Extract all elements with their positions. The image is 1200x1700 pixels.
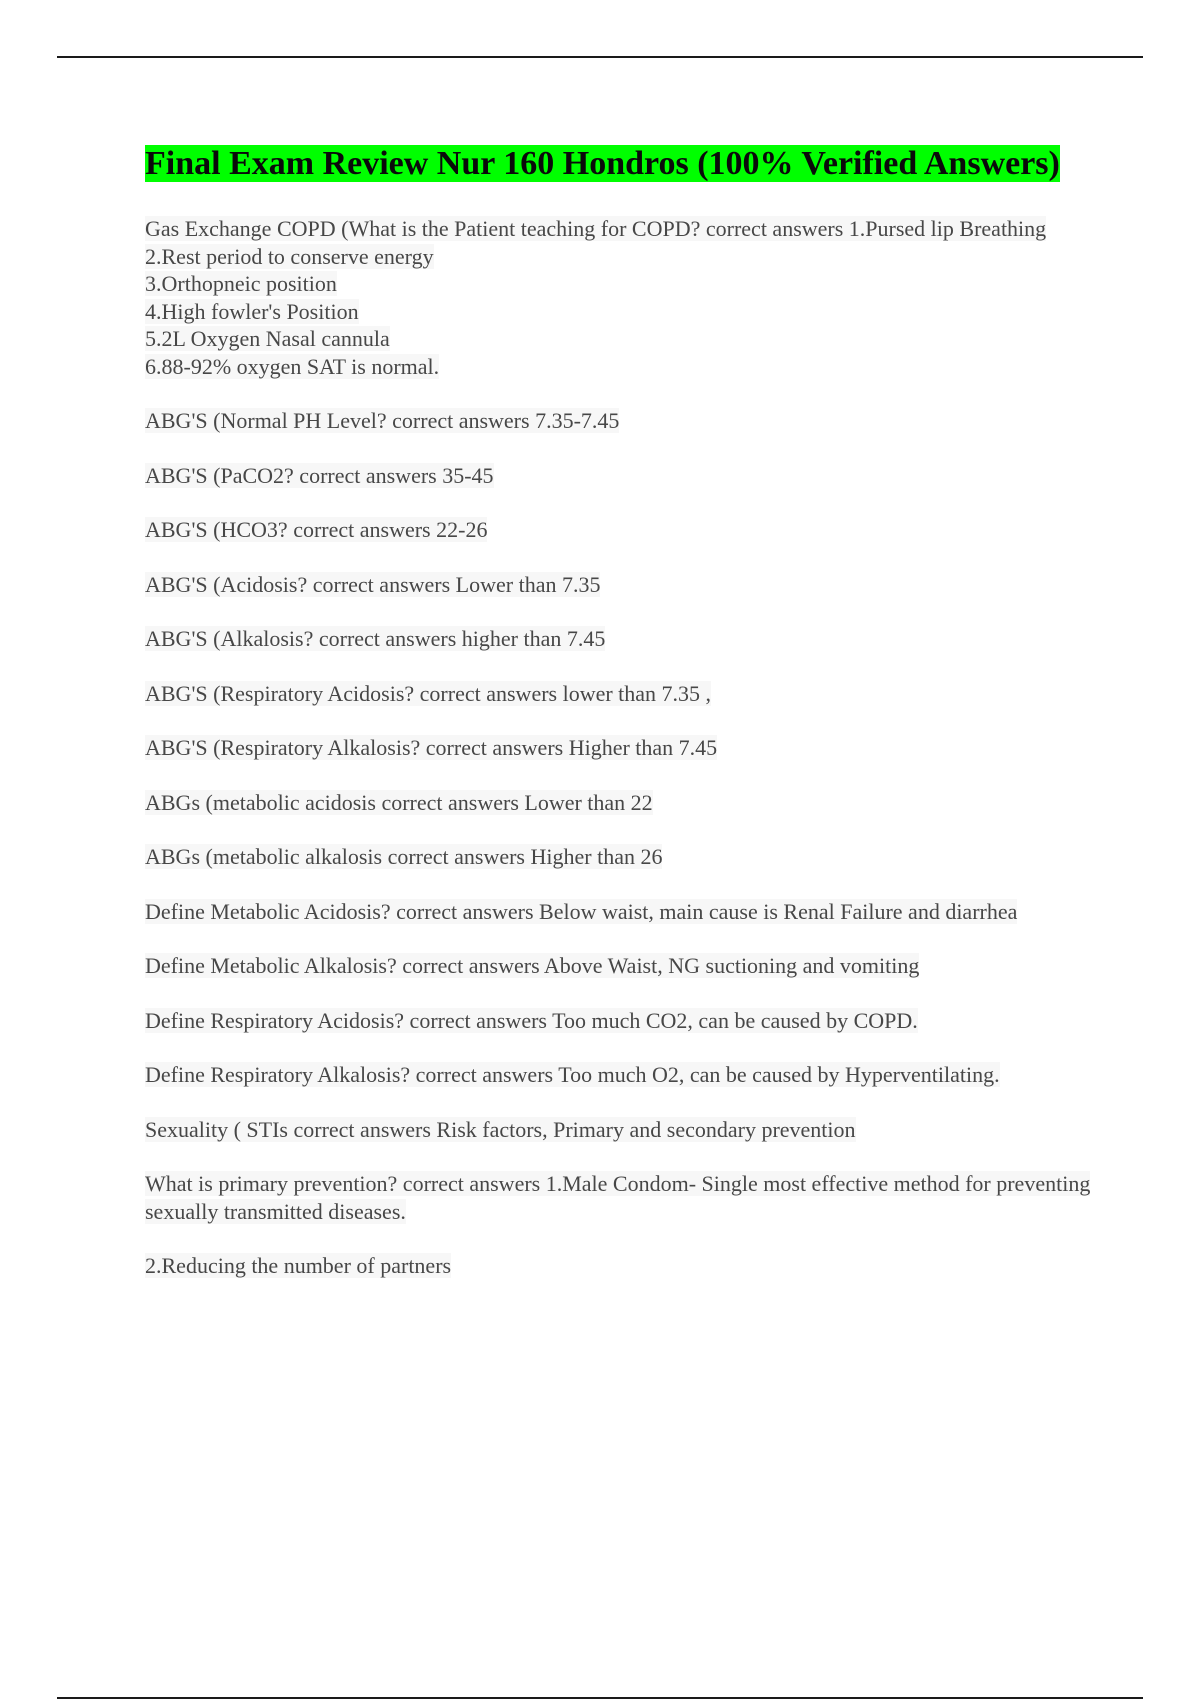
copd-item: 3.Orthopneic position (145, 271, 337, 296)
copd-item: 4.High fowler's Position (145, 298, 359, 324)
qa-entry-acidosis: ABG'S (Acidosis? correct answers Lower than 7.35 (145, 571, 601, 597)
copd-teaching-block (145, 215, 1095, 380)
qa-entry-metabolic-acidosis: ABGs (metabolic acidosis correct answers Lower than 22 (145, 789, 653, 815)
bottom-rule (57, 1697, 1143, 1699)
document-title: Final Exam Review Nur 160 Hondros (100% Verified Answers) (145, 145, 1060, 182)
qa-entry-metabolic-alkalosis: ABGs (metabolic alkalosis correct answers Higher than 26 (145, 844, 663, 869)
qa-entry-normal-ph: ABG'S (Normal PH Level? correct answers 7.35-7.45 (145, 408, 620, 433)
copd-intro: Gas Exchange COPD (What is the Patient teaching for COPD? correct answers 1.Pursed lip Breathing (145, 216, 1047, 241)
qa-entry-respiratory-acidosis: ABG'S (Respiratory Acidosis? correct answers lower than 7.35 , (145, 680, 712, 706)
qa-entry-paco2: ABG'S (PaCO2? correct answers 35-45 (145, 462, 494, 488)
qa-entry-define-respiratory-acidosis: Define Respiratory Acidosis? correct answers Too much CO2, can be caused by COPD. (145, 1007, 918, 1033)
qa-entry-define-respiratory-alkalosis: Define Respiratory Alkalosis? correct answers Too much O2, can be caused by Hyperventilating. (145, 1062, 1000, 1087)
copd-item: 2.Rest period to conserve energy (145, 243, 434, 269)
copd-item: 5.2L Oxygen Nasal cannula (145, 326, 390, 351)
top-rule (57, 56, 1143, 58)
qa-entry-define-metabolic-acidosis: Define Metabolic Acidosis? correct answers Below waist, main cause is Renal Failure and diarrhea (145, 898, 1018, 924)
qa-entry-reducing-partners: 2.Reducing the number of partners (145, 1253, 452, 1278)
copd-item: 6.88-92% oxygen SAT is normal. (145, 353, 440, 379)
qa-entry-primary-prevention: What is primary prevention? correct answers 1.Male Condom- Single most effective method for preventing sexually transmitted diseases. (145, 1171, 1091, 1224)
qa-entry-sexuality-stis: Sexuality ( STIs correct answers Risk factors, Primary and secondary prevention (145, 1116, 856, 1142)
qa-entry-define-metabolic-alkalosis: Define Metabolic Alkalosis? correct answers Above Waist, NG suctioning and vomiting (145, 953, 920, 978)
document-body (145, 143, 1095, 1280)
qa-entry-alkalosis: ABG'S (Alkalosis? correct answers higher than 7.45 (145, 626, 606, 651)
qa-entry-hco3: ABG'S (HCO3? correct answers 22-26 (145, 517, 488, 542)
qa-entry-respiratory-alkalosis: ABG'S (Respiratory Alkalosis? correct answers Higher than 7.45 (145, 735, 718, 760)
